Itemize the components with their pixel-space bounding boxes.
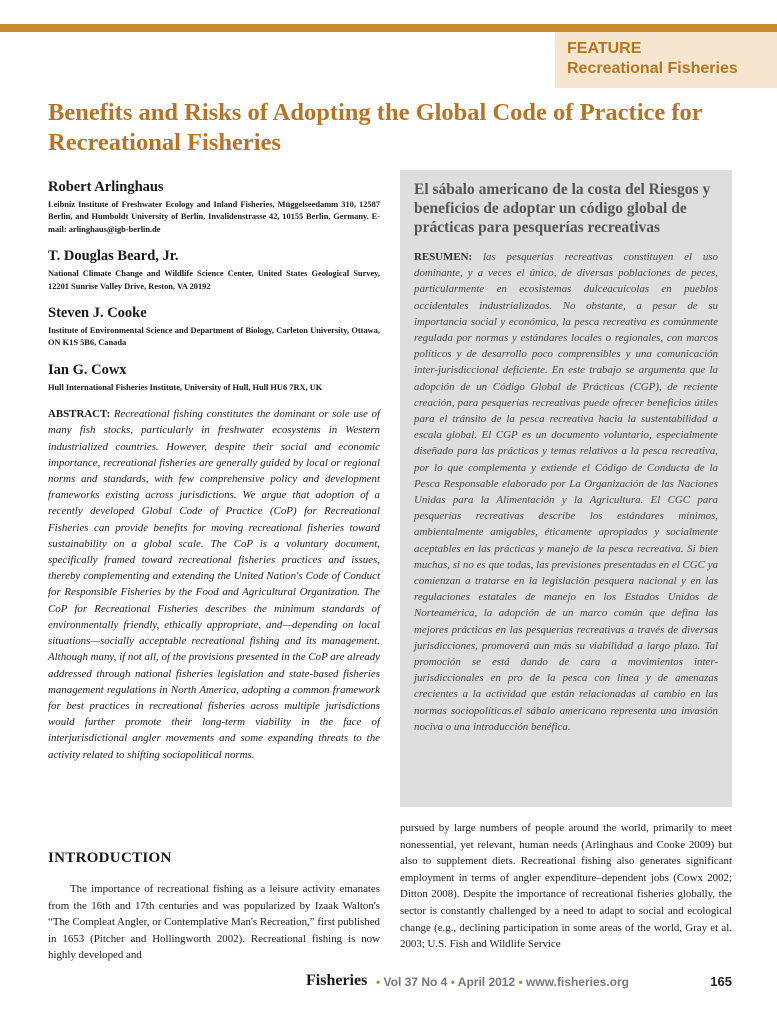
spanish-title: El sábalo americano de la costa del Riesgos y beneficios de adoptar un código global de prácticas para pesquerías recreativas [414,181,711,236]
introduction-heading: INTRODUCTION [48,850,172,866]
author-name: Robert Arlinghaus [48,179,164,195]
author-affiliation: Hull International Fisheries Institute, University of Hull, Hull HU6 7RX, UK [48,382,323,392]
resumen-label: RESUMEN: [414,251,473,263]
author-name: T. Douglas Beard, Jr. [48,248,179,265]
author-name: Steven J. Cooke [48,305,147,322]
authors-and-abstract [48,178,380,763]
feature-tag [555,32,777,88]
introduction-text: The importance of recreational fishing as a leisure activity emanates from the 16th and 17th centuries and was popularized by Izaak Walton's “The Compleat Angler, or Contemplative Man's Recreation,” first published in 1653 (Pitcher and Hollingworth 2002). Recreational fishing is now highly developed and [48,883,380,962]
introduction-continuation: pursued by large numbers of people around the world, primarily to meet nonessential, yet relevant, human needs (Arlinghaus and Cooke 2009) but also to supplement diets. Recreational fishing also generates significant employment in terms of angler expenditure–dependent jobs (Cowx 2002; Ditton 2008). Despite the importance of recreational fisheries globally, the sector is constantly challenged by a need to adapt to social and ecological change (e.g., declining participation in some areas of the world, Gray et al. 2003; U.S. Fish and Wildlife Service [400,822,732,951]
issue-info [376,975,629,989]
issue-date: April 2012 [457,975,516,989]
separator: • [376,975,381,989]
author-affiliation: Leibniz Institute of Freshwater Ecology and Inland Fisheries, Müggelseedamm 310, 12587 Berlin, and Humboldt University of Berlin, Invalidenstrasse 42, 10155 Berlin, Germany. E-mail: arlinghaus@igb-berlin.de [48,200,380,234]
abstract [48,406,380,762]
article-title: Benefits and Risks of Adopting the Global Code of Practice for Recreational Fisheries [48,99,703,156]
spanish-summary-box [400,170,732,807]
author-name: Ian G. Cowx [48,361,127,378]
resumen-text: las pesquerías recreativas constituyen el uso dominante, y a veces el único, de diversas poblaciones de peces, particularmente en ecosistemas dulceacuícolas en pueblos occidentales industrializados. No obstante, a pesar de su importancia social y económica, la pesca recreativa es comúnmente regulada por normas y estándares locales o regionales, con marcos políticos y de desarrollo poco comprensibles y una comunicación inter-jurisdiccional deficiente. En este trabajo se argumenta que la adopción de un Código Global de Prácticas (CGP), de reciente creación, para pesquerías recreativas puede ofrecer beneficios útiles para el tránsito de la pesca recreativa hacia la sustentabilidad a escala global. El CGP es un documento voluntario, especialmente diseñado para las prácticas y temas relativos a la pesca recreativa, por lo que complementa y extiende el Código de Conducta de la Pesca Responsable elaborado por La Organización de las Naciones Unidas para la Alimentación y la Agricultura. El CGC para pesquerías recreativas describe los estándares mínimos, ambientalmente amigables, éticamente apropiados y socialmente aceptables en las prácticas y manejo de la pesca recreativa. Si bien muchas, si no es que todas, las previsiones presentadas en el CGC ya comienzan a tratarse en la legislación pesquera nacional y en las regulaciones estatales de manejo en los Estados Unidos de Norteamérica, la adopción de un marco común que defina las mejores prácticas en las pesquerías recreativas a través de diversas jurisdicciones, promoverá aun más su viabilidad a largo plazo. Tal promoción se está dando de cara a movimientos inter-jurisdiccionales en pro de la pesca con línea y de amenazas crecientes a la actividad que están relacionadas al cambio en las normas sociopolíticas.el sábalo americano representa una invasión nociva o una introducción benéfica. [414,251,718,733]
separator: • [518,975,523,989]
journal-name: Fisheries [306,972,368,989]
section-label: Recreational Fisheries [567,60,738,77]
top-accent-bar [0,24,777,32]
author-affiliation: National Climate Change and Wildlife Science Center, United States Geological Survey, 12201 Sunrise Valley Drive, Reston, VA 20192 [48,269,380,291]
author-affiliation: Institute of Environmental Science and Department of Biology, Carleton University, Ottawa, ON K1S 5B6, Canada [48,326,380,348]
separator: • [450,975,455,989]
abstract-text: Recreational fishing constitutes the dominant or sole use of many fish stocks, particularly in freshwater ecosystems in Western industrialized countries. However, despite their social and economic importance, recreational fisheries are generally guided by local or regional norms and standards, with few comprehensive policy and development frameworks existing across jurisdictions. We argue that adoption of a recently developed Global Code of Practice (CoP) for Recreational Fisheries can provide benefits for moving recreational fisheries toward sustainability on a global scale. The CoP is a voluntary document, specifically framed toward recreational fisheries practices and issues, thereby complementing and extending the United Nation's Code of Conduct for Responsible Fisheries by the Food and Agricultural Organization. The CoP for Recreational Fisheries describes the minimum standards of environmentally friendly, ethically appropriate, and—depending on local situations—socially acceptable recreational fishing and its management. Although many, if not all, of the provisions presented in the CoP are already addressed through national fisheries legislation and state-based fisheries management regulations in North America, adopting a common framework for best practices in recreational fisheries across multiple jurisdictions would further promote their long-term viability in the face of interjurisdictional angler movements and some expanding threats to the activity related to shifting sociopolitical norms. [48,408,380,761]
page-number: 165 [710,974,732,989]
feature-label: FEATURE [567,40,642,57]
volume: Vol 37 No 4 [383,975,448,989]
spanish-abstract [414,249,718,735]
abstract-label: ABSTRACT: [48,408,111,421]
page-footer [306,968,732,1000]
website-link[interactable]: www.fisheries.org [526,975,629,989]
